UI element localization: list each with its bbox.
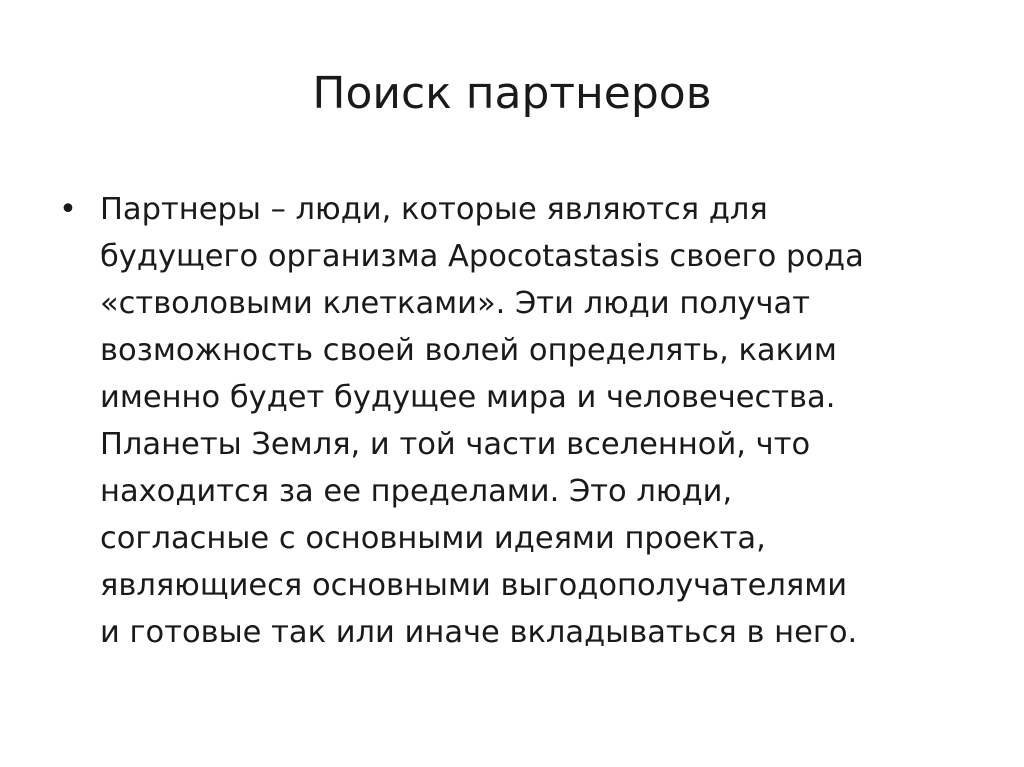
bullet-text-line: являющиеся основными выгодополучателями — [100, 568, 848, 603]
bullet-text-line: и готовые так или иначе вкладываться в него. — [100, 615, 858, 650]
slide-title: Поиск партнеров — [312, 68, 712, 119]
bullet-text-line: Партнеры – люди, которые являются для — [100, 192, 768, 227]
bullet-marker: • — [59, 192, 77, 227]
bullet-list — [58, 186, 968, 656]
bullet-text-line: находится за ее пределами. Это люди, — [100, 474, 733, 509]
bullet-text-line: возможность своей волей определять, каким — [100, 333, 837, 368]
bullet-text-line: согласные с основными идеями проекта, — [100, 521, 766, 556]
bullet-text-line: будущего организма Apocotastasis своего рода — [100, 239, 864, 274]
bullet-text-line: «стволовыми клетками». Эти люди получат — [100, 286, 810, 321]
bullet-text-line: именно будет будущее мира и человечества. — [100, 380, 836, 415]
bullet-item — [58, 186, 968, 656]
bullet-text-line: Планеты Земля, и той части вселенной, что — [100, 427, 811, 462]
